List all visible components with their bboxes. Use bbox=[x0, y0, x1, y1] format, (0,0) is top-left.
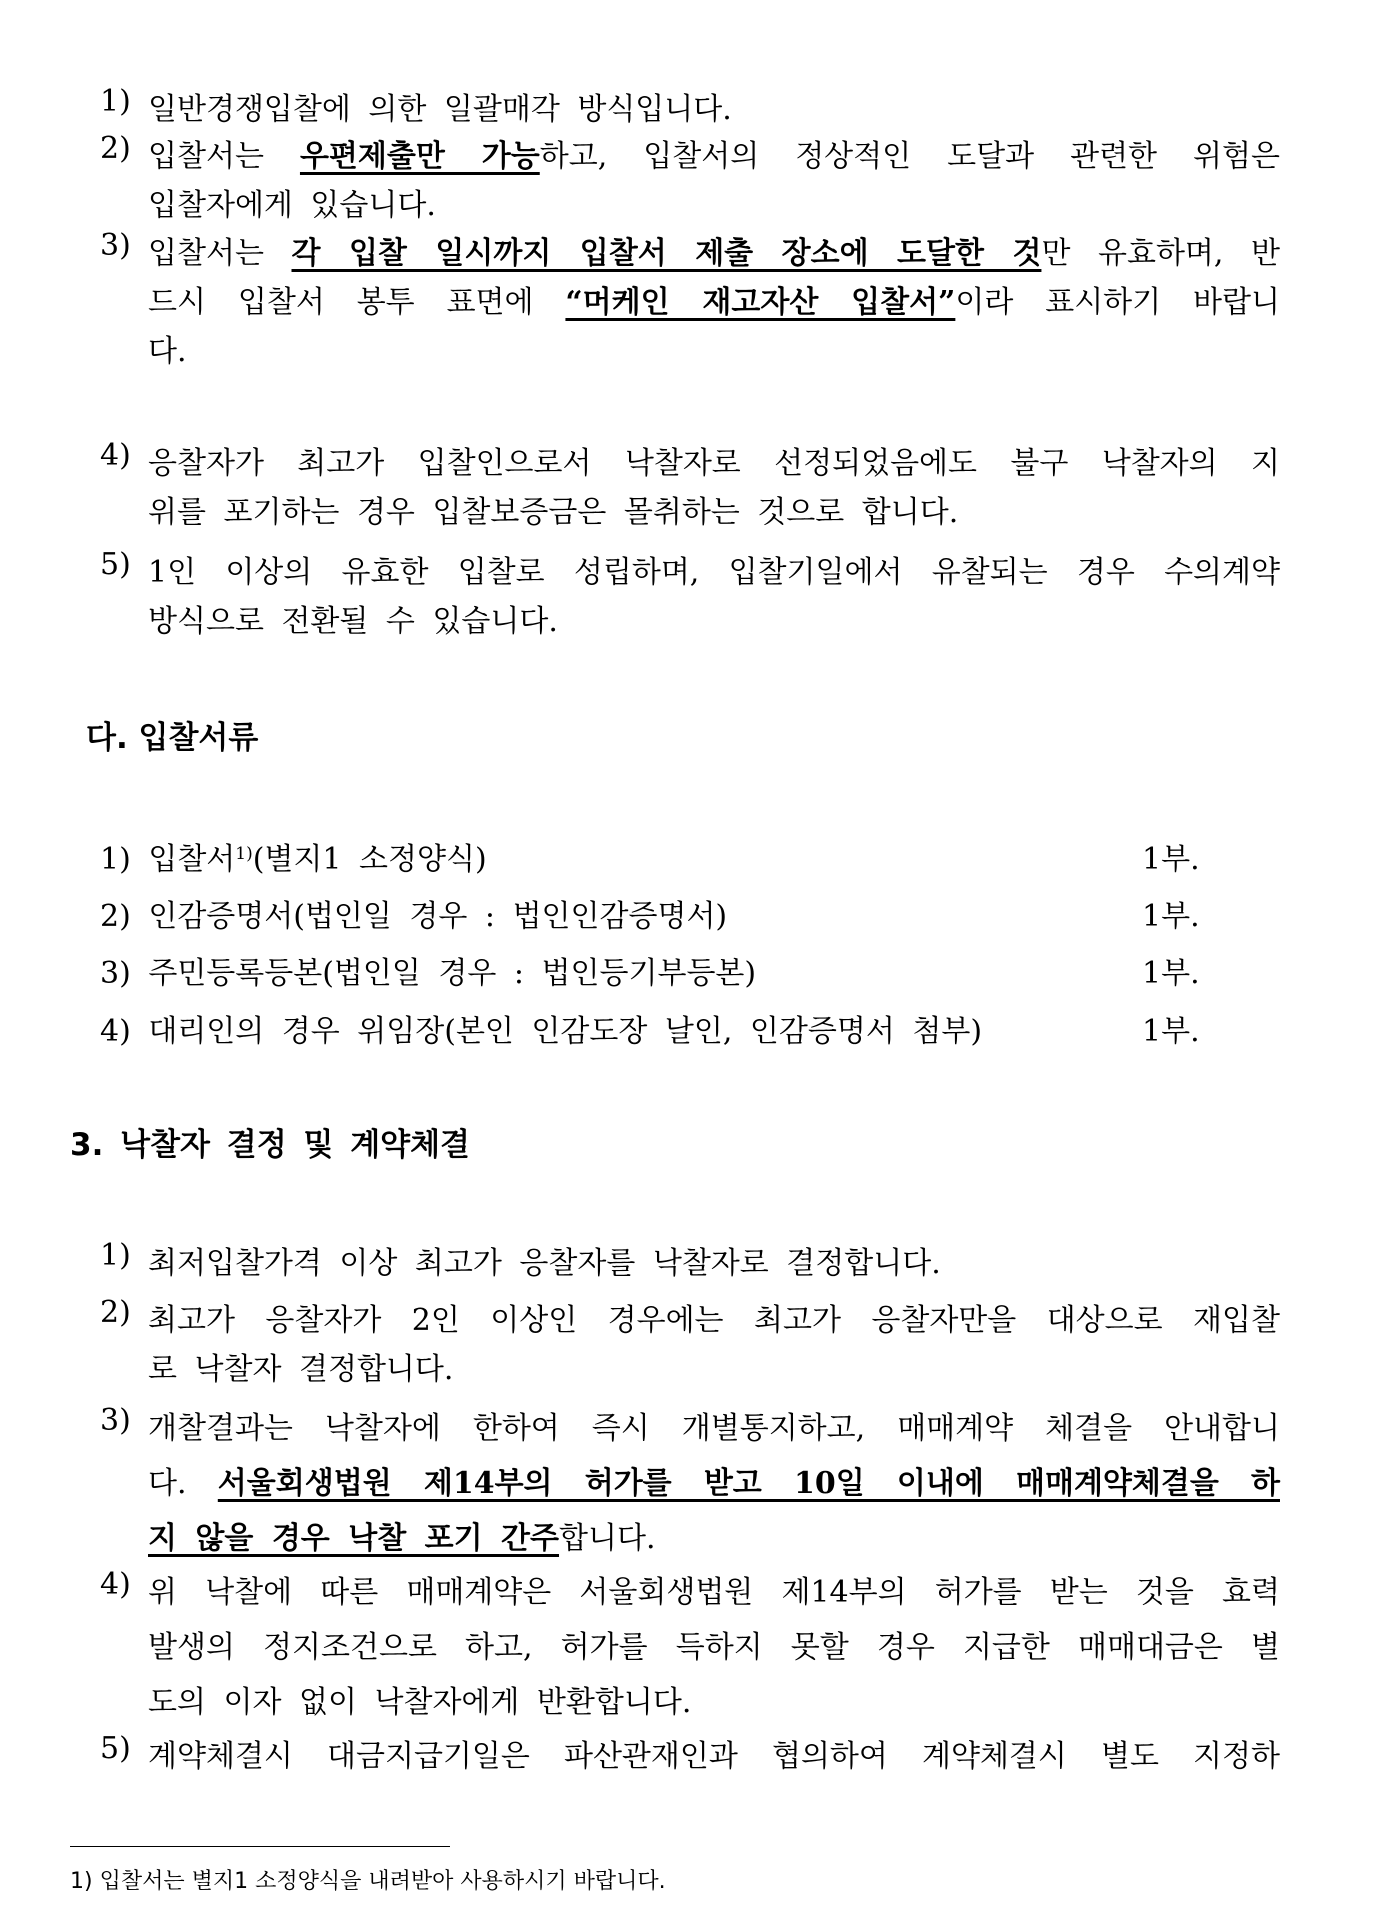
doc-quantity: 1부. bbox=[1142, 956, 1200, 991]
text-run: 이라 표시하기 바랍니 bbox=[955, 285, 1280, 320]
doc-row-3 bbox=[100, 948, 1200, 992]
bid-rule-5-line-1: 1인 이상의 유효한 입찰로 성립하며, 입찰기일에서 유찰되는 경우 수의계약 bbox=[148, 555, 1280, 590]
doc-row-1 bbox=[100, 834, 1200, 878]
footnote-divider bbox=[70, 1846, 450, 1847]
text-run: 입찰서는 bbox=[148, 139, 300, 174]
text-run: 드시 입찰서 봉투 표면에 bbox=[148, 285, 566, 320]
list-number: 1) bbox=[100, 84, 131, 119]
list-number: 2) bbox=[100, 131, 131, 166]
doc-label-cont: (별지1 소정양식) bbox=[252, 842, 487, 877]
list-number: 3) bbox=[100, 956, 131, 991]
list-number: 4) bbox=[100, 438, 131, 473]
text-run: 다. bbox=[148, 1466, 218, 1501]
list-number: 5) bbox=[100, 547, 131, 582]
doc-label: 입찰서 bbox=[148, 842, 236, 877]
bid-rule-4-line-1: 응찰자가 최고가 입찰인으로서 낙찰자로 선정되었음에도 불구 낙찰자의 지 bbox=[148, 446, 1280, 481]
emphasis-underlined: 우편제출만 가능 bbox=[299, 139, 540, 174]
footnote-mark: 1) bbox=[70, 1869, 93, 1894]
award-rule-4-line-3: 도의 이자 없이 낙찰자에게 반환합니다. bbox=[148, 1685, 692, 1720]
bid-rule-3-line-3: 다. bbox=[148, 334, 187, 369]
doc-row-4 bbox=[100, 1006, 1200, 1050]
text-run: 입찰서는 bbox=[148, 236, 292, 271]
list-number: 3) bbox=[100, 1403, 131, 1438]
award-rule-3-line-1: 개찰결과는 낙찰자에 한하여 즉시 개별통지하고, 매매계약 체결을 안내합니 bbox=[148, 1411, 1280, 1446]
list-number: 5) bbox=[100, 1731, 131, 1766]
bid-rule-3-line-2 bbox=[148, 277, 1280, 321]
award-rule-4-line-1: 위 낙찰에 따른 매매계약은 서울회생법원 제14부의 허가를 받는 것을 효력 bbox=[148, 1575, 1280, 1610]
emphasis-underlined: 각 입찰 일시까지 입찰서 제출 장소에 도달한 것 bbox=[291, 236, 1042, 271]
doc-label: 대리인의 경우 위임장(본인 인감도장 날인, 인감증명서 첨부) bbox=[148, 1014, 983, 1049]
doc-row-2 bbox=[100, 891, 1200, 935]
list-number: 1) bbox=[100, 842, 131, 877]
award-rule-5-line-1: 계약체결시 대금지급기일은 파산관재인과 협의하여 계약체결시 별도 지정하 bbox=[148, 1739, 1280, 1774]
footnote bbox=[70, 1864, 666, 1895]
footnote-ref: 1) bbox=[235, 844, 253, 864]
doc-quantity: 1부. bbox=[1142, 1014, 1200, 1049]
award-rule-3-line-3 bbox=[148, 1513, 656, 1557]
bid-rule-1-line: 일반경쟁입찰에 의한 일괄매각 방식입니다. bbox=[148, 92, 732, 127]
emphasis-underlined: 서울회생법원 제14부의 허가를 받고 10일 이내에 매매계약체결을 하 bbox=[217, 1466, 1280, 1501]
award-rule-3-line-2 bbox=[148, 1458, 1280, 1502]
docs-heading: 다. 입찰서류 bbox=[86, 720, 259, 756]
text-run: 합니다. bbox=[559, 1521, 656, 1556]
text-run: 하고, 입찰서의 정상적인 도달과 관련한 위험은 bbox=[539, 139, 1280, 174]
list-number: 4) bbox=[100, 1014, 131, 1049]
list-number: 4) bbox=[100, 1567, 131, 1602]
text-run: 만 유효하며, 반 bbox=[1041, 236, 1280, 271]
section-3-heading: 3. 낙찰자 결정 및 계약체결 bbox=[70, 1127, 470, 1163]
bid-rule-3-line-1 bbox=[148, 228, 1280, 272]
bid-rule-2-line-1 bbox=[148, 131, 1280, 175]
award-rule-2-line-1: 최고가 응찰자가 2인 이상인 경우에는 최고가 응찰자만을 대상으로 재입찰 bbox=[148, 1303, 1280, 1338]
bid-rule-4-line-2: 위를 포기하는 경우 입찰보증금은 몰취하는 것으로 합니다. bbox=[148, 495, 959, 530]
list-number: 3) bbox=[100, 228, 131, 263]
doc-label: 인감증명서(법인일 경우 : 법인인감증명서) bbox=[148, 899, 728, 934]
doc-quantity: 1부. bbox=[1142, 842, 1200, 877]
bid-rule-5-line-2: 방식으로 전환될 수 있습니다. bbox=[148, 604, 558, 639]
award-rule-4-line-2: 발생의 정지조건으로 하고, 허가를 득하지 못할 경우 지급한 매매대금은 별 bbox=[148, 1630, 1280, 1665]
bid-rule-2-line-2: 입찰자에게 있습니다. bbox=[148, 188, 436, 223]
footnote-text: 입찰서는 별지1 소정양식을 내려받아 사용하시기 바랍니다. bbox=[99, 1869, 666, 1894]
list-number: 1) bbox=[100, 1238, 131, 1273]
award-rule-1-line: 최저입찰가격 이상 최고가 응찰자를 낙찰자로 결정합니다. bbox=[148, 1246, 941, 1281]
list-number: 2) bbox=[100, 1295, 131, 1330]
doc-quantity: 1부. bbox=[1142, 899, 1200, 934]
emphasis-underlined: 지 않을 경우 낙찰 포기 간주 bbox=[148, 1521, 560, 1556]
emphasis-underlined: “머케인 재고자산 입찰서” bbox=[565, 285, 956, 320]
award-rule-2-line-2: 로 낙찰자 결정합니다. bbox=[148, 1352, 454, 1387]
doc-label: 주민등록등본(법인일 경우 : 법인등기부등본) bbox=[148, 956, 757, 991]
list-number: 2) bbox=[100, 899, 131, 934]
